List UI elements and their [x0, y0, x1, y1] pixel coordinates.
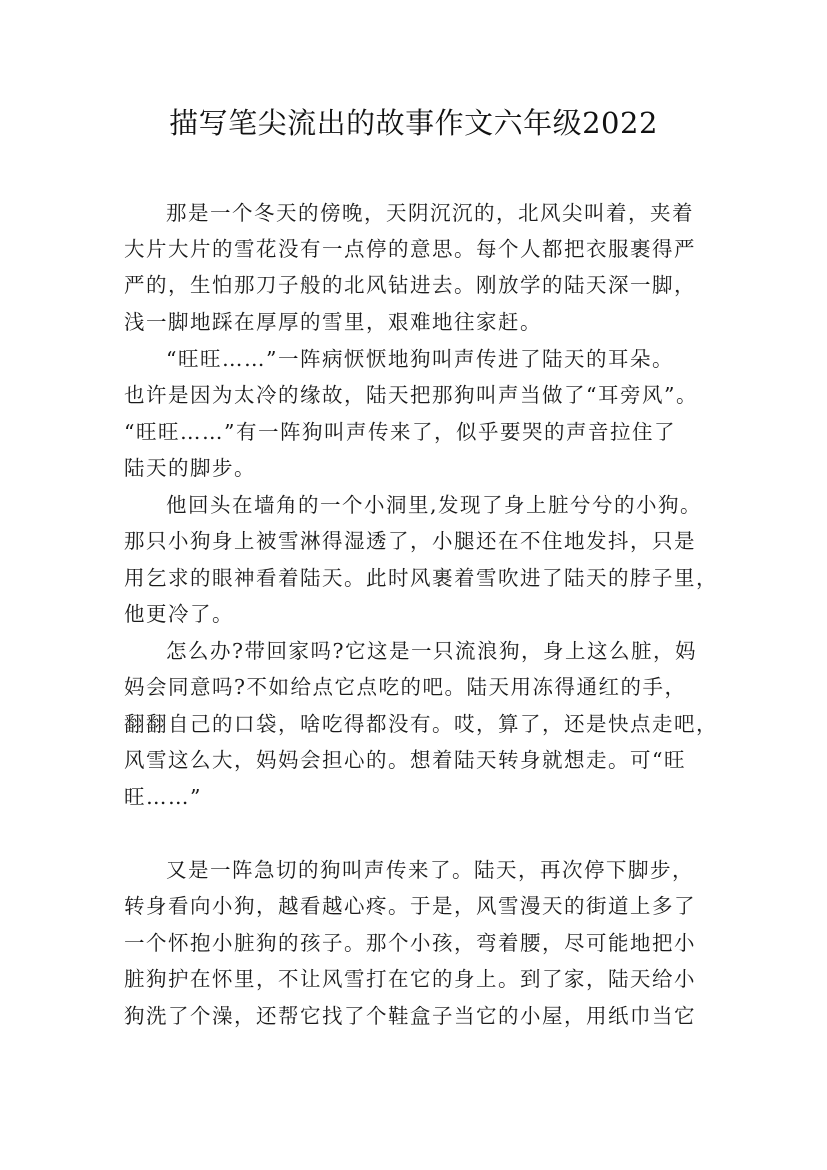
text-line: “旺旺……”一阵病恹恹地狗叫声传进了陆天的耳朵。: [166, 347, 674, 371]
text-line: 又是一阵急切的狗叫声传来了。陆天，再次停下脚步，: [166, 858, 694, 882]
document-title: 描写笔尖流出的故事作文六年级2022: [169, 106, 658, 140]
text-line: 陆天的脚步。: [124, 456, 256, 480]
text-line: 浅一脚地踩在厚厚的雪里，艰难地往家赶。: [124, 310, 542, 334]
text-line: 转身看向小狗，越看越心疼。于是，风雪漫天的街道上多了: [124, 894, 696, 918]
text-line: 脏狗护在怀里，不让风雪打在它的身上。到了家，陆天给小: [124, 967, 696, 991]
text-line: 他回头在墙角的一个小洞里,发现了身上脏兮兮的小狗。: [166, 493, 703, 517]
text-line: 那是一个冬天的傍晚，天阴沉沉的，北风尖叫着，夹着: [166, 201, 694, 225]
text-line: 风雪这么大，妈妈会担心的。想着陆天转身就想走。可“旺: [124, 748, 686, 772]
text-line: 狗洗了个澡，还帮它找了个鞋盒子当它的小屋，用纸巾当它: [124, 1004, 696, 1028]
text-line: 怎么办?带回家吗?它这是一只流浪狗，身上这么脏，妈: [166, 639, 697, 663]
text-line: 也许是因为太冷的缘故，陆天把那狗叫声当做了“耳旁风”。: [124, 383, 698, 407]
text-line: 旺……”: [124, 785, 202, 809]
text-line: “旺旺……”有一阵狗叫声传来了，似乎要哭的声音拉住了: [124, 420, 676, 444]
text-line: 严的，生怕那刀子般的北风钻进去。刚放学的陆天深一脚，: [124, 273, 696, 297]
text-line: 那只小狗身上被雪淋得湿透了，小腿还在不住地发抖，只是: [124, 529, 696, 553]
text-line: 妈会同意吗?不如给点它点吃的吧。陆天用冻得通红的手，: [124, 675, 687, 699]
text-line: 翻翻自己的口袋，啥吃得都没有。哎，算了，还是快点走吧，: [124, 712, 718, 736]
text-line: 大片大片的雪花没有一点停的意思。每个人都把衣服裹得严: [124, 237, 696, 261]
text-line: 用乞求的眼神看着陆天。此时风裹着雪吹进了陆天的脖子里，: [124, 566, 718, 590]
text-line: 他更冷了。: [124, 602, 234, 626]
text-line: 一个怀抱小脏狗的孩子。那个小孩，弯着腰，尽可能地把小: [124, 931, 696, 955]
